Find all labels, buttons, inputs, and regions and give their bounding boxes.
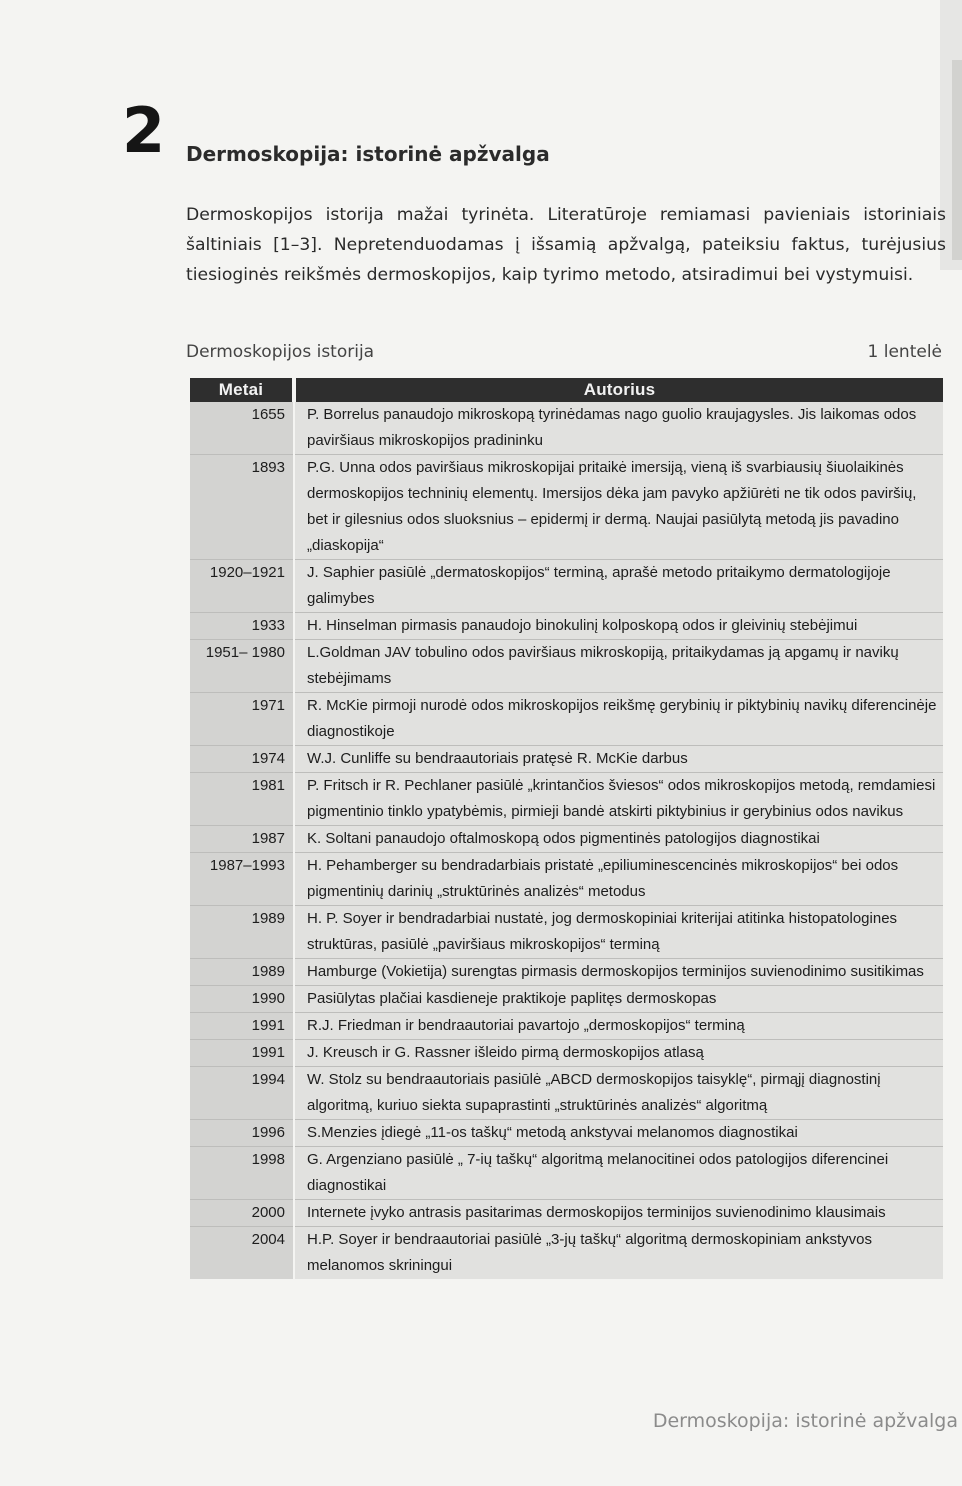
row-event: H. Hinselman pirmasis panaudojo binokulinį kolposkopą odos ir gleivinių stebėjimui [294,613,943,640]
row-year: 1920–1921 [190,560,294,613]
row-year: 1994 [190,1067,294,1120]
row-year: 2004 [190,1227,294,1280]
table-caption: Dermoskopijos istorija [186,342,375,362]
row-event: W. Stolz su bendraautoriais pasiūlė „ABCD dermoskopijos taisyklę“, pirmąjį diagnostinį algoritmą, kuriuo siekta supaprastinti „struktūrinės analizės“ algoritmą [294,1067,943,1120]
table-body [190,402,943,1279]
row-year: 1893 [190,455,294,560]
table-row [190,1227,943,1280]
table-row [190,959,943,986]
row-year: 1991 [190,1040,294,1067]
row-year: 1990 [190,986,294,1013]
row-year: 1989 [190,959,294,986]
row-year: 1981 [190,773,294,826]
row-event: R. McKie pirmoji nurodė odos mikroskopijos reikšmę gerybinių ir piktybinių navikų diferencinėje diagnostikoje [294,693,943,746]
table-row [190,1067,943,1120]
row-event: H. P. Soyer ir bendradarbiai nustatė, jog dermoskopiniai kriterijai atitinka histopatologines struktūras, pasiūlė „paviršiaus mikroskopijos“ terminą [294,906,943,959]
table-row [190,1120,943,1147]
table-header-row [190,378,943,402]
row-year: 1998 [190,1147,294,1200]
row-event: P. Fritsch ir R. Pechlaner pasiūlė „krintančios šviesos“ odos mikroskopijos metodą, remdamiesi pigmentinio tinklo ypatybėmis, pirmieji bandė atskirti piktybinius ir gerybinius odos navikus [294,773,943,826]
row-year: 1987–1993 [190,853,294,906]
footer-running-title: Dermoskopija: istorinė apžvalga [652,1410,958,1432]
row-event: J. Saphier pasiūlė „dermatoskopijos“ terminą, aprašė metodo pritaikymo dermatologijoje galimybes [294,560,943,613]
table-row [190,853,943,906]
header-author: Autorius [294,378,943,402]
table-row [190,1040,943,1067]
intro-paragraph: Dermoskopijos istorija mažai tyrinėta. Literatūroje remiamasi pavieniais istoriniais šaltiniais [1–3]. Nepretenduodamas į išsamią apžvalgą, pateiksiu faktus, turėjusius tiesioginės reikšmės dermoskopijos, kaip tyrimo metodo, atsiradimui bei vystymuisi. [186,205,946,285]
table-row [190,906,943,959]
row-event: G. Argenziano pasiūlė „ 7-ių taškų“ algoritmą melanocitinei odos patologijos diferencinei diagnostikai [294,1147,943,1200]
table-row [190,640,943,693]
row-event: H. Pehamberger su bendradarbiais pristatė „epiliuminescencinės mikroskopijos“ bei odos pigmentinių darinių „struktūrinės analizės“ metodus [294,853,943,906]
row-year: 1989 [190,906,294,959]
table-row [190,402,943,455]
table-row [190,826,943,853]
table-row [190,613,943,640]
row-event: S.Menzies įdiegė „11-os taškų“ metodą ankstyvai melanomos diagnostikai [294,1120,943,1147]
history-table [190,378,943,1279]
header-year: Metai [190,378,294,402]
table-label: 1 lentelė [867,342,942,362]
row-year: 1974 [190,746,294,773]
table-row [190,693,943,746]
table-row [190,560,943,613]
row-event: J. Kreusch ir G. Rassner išleido pirmą dermoskopijos atlasą [294,1040,943,1067]
table-row [190,746,943,773]
row-event: L.Goldman JAV tobulino odos paviršiaus mikroskopiją, pritaikydamas ją apgamų ir navikų stebėjimams [294,640,943,693]
table-caption-row [186,342,942,362]
row-event: P.G. Unna odos paviršiaus mikroskopijai pritaikė imersiją, vieną iš svarbiausių šiuolaikinės dermoskopijos techninių elementų. Imersijos dėka jam pavyko apžiūrėti ne tik odos paviršių, bet ir gilesnius odos sluoksnius – epidermį ir dermą. Naujai pasiūlytą metodą jis pavadino „diaskopija“ [294,455,943,560]
table-row [190,986,943,1013]
row-year: 1996 [190,1120,294,1147]
row-event: P. Borrelus panaudojo mikroskopą tyrinėdamas nago guolio kraujagysles. Jis laikomas odos paviršiaus mikroskopijos pradininku [294,402,943,455]
table-row [190,1200,943,1227]
row-event: Internete įvyko antrasis pasitarimas dermoskopijos terminijos suvienodinimo klausimais [294,1200,943,1227]
row-event: Hamburge (Vokietija) surengtas pirmasis dermoskopijos terminijos suvienodinimo susitikimas [294,959,943,986]
row-event: H.P. Soyer ir bendraautoriai pasiūlė „3-jų taškų“ algoritmą dermoskopiniam ankstyvos melanomos skriningui [294,1227,943,1280]
table-row [190,773,943,826]
row-year: 1991 [190,1013,294,1040]
row-year: 1951– 1980 [190,640,294,693]
row-event: K. Soltani panaudojo oftalmoskopą odos pigmentinės patologijos diagnostikai [294,826,943,853]
row-event: R.J. Friedman ir bendraautoriai pavartojo „dermoskopijos“ terminą [294,1013,943,1040]
table-row [190,1013,943,1040]
row-year: 2000 [190,1200,294,1227]
row-event: W.J. Cunliffe su bendraautoriais pratęsė R. McKie darbus [294,746,943,773]
row-year: 1655 [190,402,294,455]
row-year: 1971 [190,693,294,746]
table-row [190,1147,943,1200]
chapter-title: Dermoskopija: istorinė apžvalga [186,142,550,166]
row-year: 1933 [190,613,294,640]
table-row [190,455,943,560]
chapter-number: 2 [122,94,166,167]
row-event: Pasiūlytas plačiai kasdieneje praktikoje paplitęs dermoskopas [294,986,943,1013]
history-table-wrapper [190,378,943,1279]
row-year: 1987 [190,826,294,853]
page-edge-shadow [952,60,962,260]
